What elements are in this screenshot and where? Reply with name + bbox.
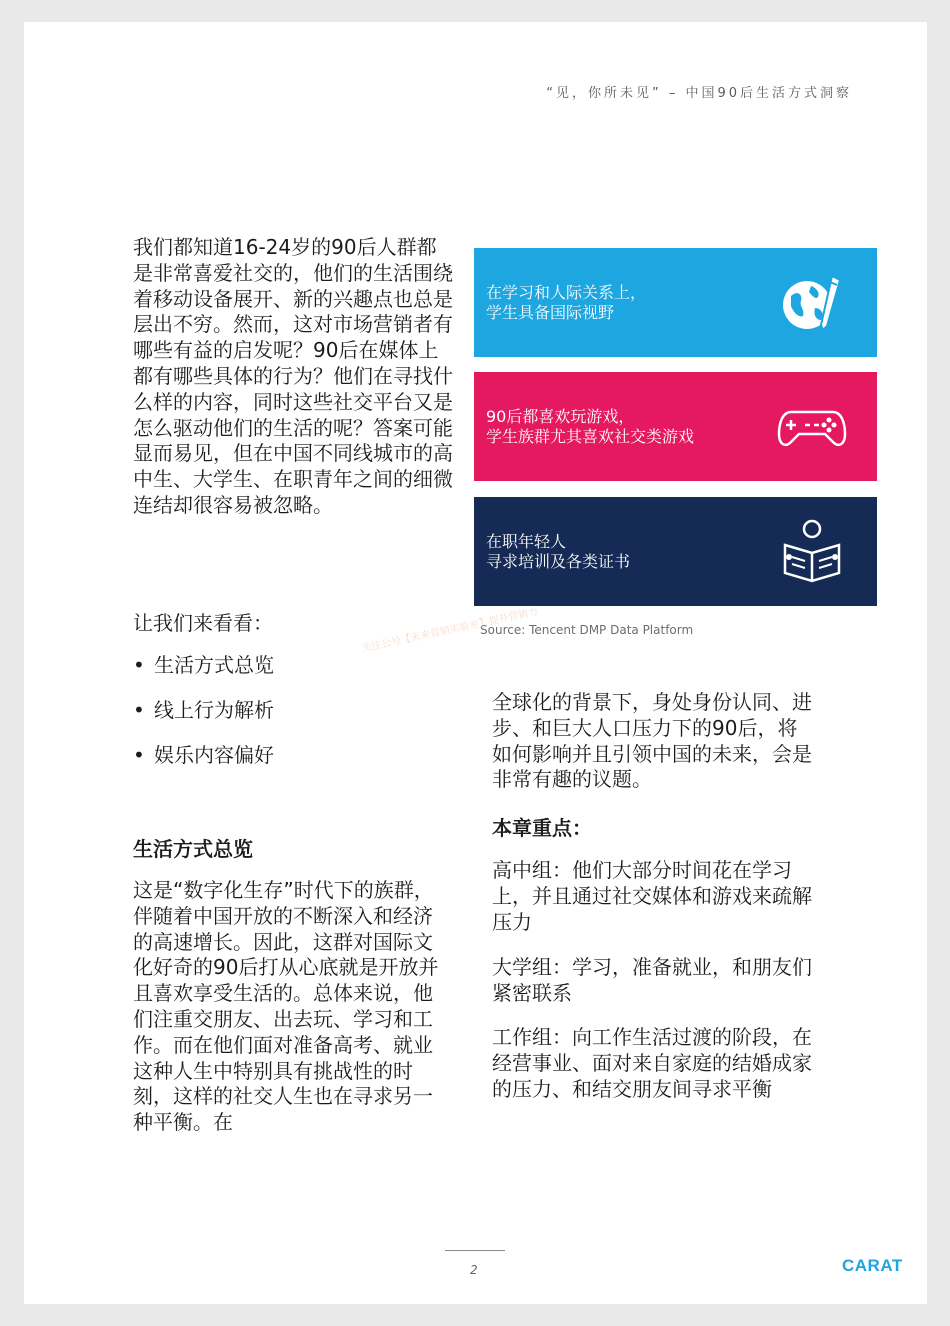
gamepad-icon bbox=[777, 392, 847, 462]
list-item-label: 线上行为解析 bbox=[154, 698, 274, 722]
intro-paragraph: 我们都知道16-24岁的90后人群都是非常喜爱社交的，他们的生活围绕着移动设备展开、新的兴趣点也总是层出不穷。然而，这对市场营销者有哪些有益的启发呢？90后在媒体上都有哪些具体的行为？他们在寻找什么样的内容，同时这些社交平台又是怎么驱动他们的生活的呢？答案可能显而易见，但在中国不同线城市的高中生、大学生、在职青年之间的细微连结却很容易被忽略。 bbox=[133, 235, 453, 517]
list-item bbox=[133, 650, 274, 695]
list-item-label: 娱乐内容偏好 bbox=[154, 743, 274, 767]
list-item bbox=[133, 740, 274, 785]
globe-pencil-icon bbox=[777, 268, 847, 338]
list-item bbox=[133, 695, 274, 740]
key-points-title: 本章重点： bbox=[492, 816, 592, 840]
footer-divider bbox=[445, 1250, 505, 1251]
card-line-2: 学生族群尤其喜欢社交类游戏 bbox=[486, 426, 695, 446]
college-group-paragraph: 大学组：学习，准备就业，和朋友们紧密联系 bbox=[492, 955, 812, 1005]
insight-card-training bbox=[474, 497, 877, 606]
card-line-1: 90后都喜欢玩游戏， bbox=[486, 406, 635, 426]
section-title: 生活方式总览 bbox=[133, 837, 253, 861]
working-group-paragraph: 工作组：向工作生活过渡的阶段，在经营事业、面对来自家庭的结婚成家的压力、和结交朋友间寻求平衡 bbox=[492, 1025, 812, 1101]
reader-book-icon bbox=[777, 517, 847, 587]
bullet-marker: • bbox=[133, 653, 145, 677]
topic-list bbox=[133, 650, 274, 785]
watermark-text: 关注公号【未来营销实验室】提升营销力 bbox=[360, 606, 540, 655]
card-line-2: 学生具备国际视野 bbox=[486, 302, 615, 322]
insight-card-global bbox=[474, 248, 877, 357]
insight-card-games bbox=[474, 372, 877, 481]
header-title: “见，你所未见” – 中国90后生活方式洞察 bbox=[546, 86, 852, 101]
list-item-label: 生活方式总览 bbox=[154, 653, 274, 677]
bullet-marker: • bbox=[133, 698, 145, 722]
lead-text: 让我们来看看： bbox=[133, 611, 273, 635]
page-number: 2 bbox=[470, 1263, 478, 1277]
card-line-2: 寻求培训及各类证书 bbox=[486, 551, 631, 571]
high-school-group-paragraph: 高中组：他们大部分时间花在学习上，并且通过社交媒体和游戏来疏解压力 bbox=[492, 858, 812, 934]
section-body: 这是“数字化生存”时代下的族群，伴随着中国开放的不断深入和经济的高速增长。因此，这群对国际文化好奇的90后打从心底就是开放并且喜欢享受生活的。总体来说，他们注重交朋友、出去玩、学习和工作。而在他们面对准备高考、就业这种人生中特别具有挑战性的时刻，这样的社交人生也在寻求另一种平衡。在 bbox=[133, 878, 439, 1135]
globalization-paragraph: 全球化的背景下，身处身份认同、进步、和巨大人口压力下的90后，将如何影响并且引领中国的未来，会是非常有趣的议题。 bbox=[492, 690, 812, 792]
carat-logo: CARAT bbox=[842, 1256, 903, 1275]
bullet-marker: • bbox=[133, 743, 145, 767]
card-line-1: 在职年轻人 bbox=[486, 531, 567, 551]
source-note: Source: Tencent DMP Data Platform bbox=[480, 623, 694, 637]
card-line-1: 在学习和人际关系上， bbox=[486, 282, 647, 302]
